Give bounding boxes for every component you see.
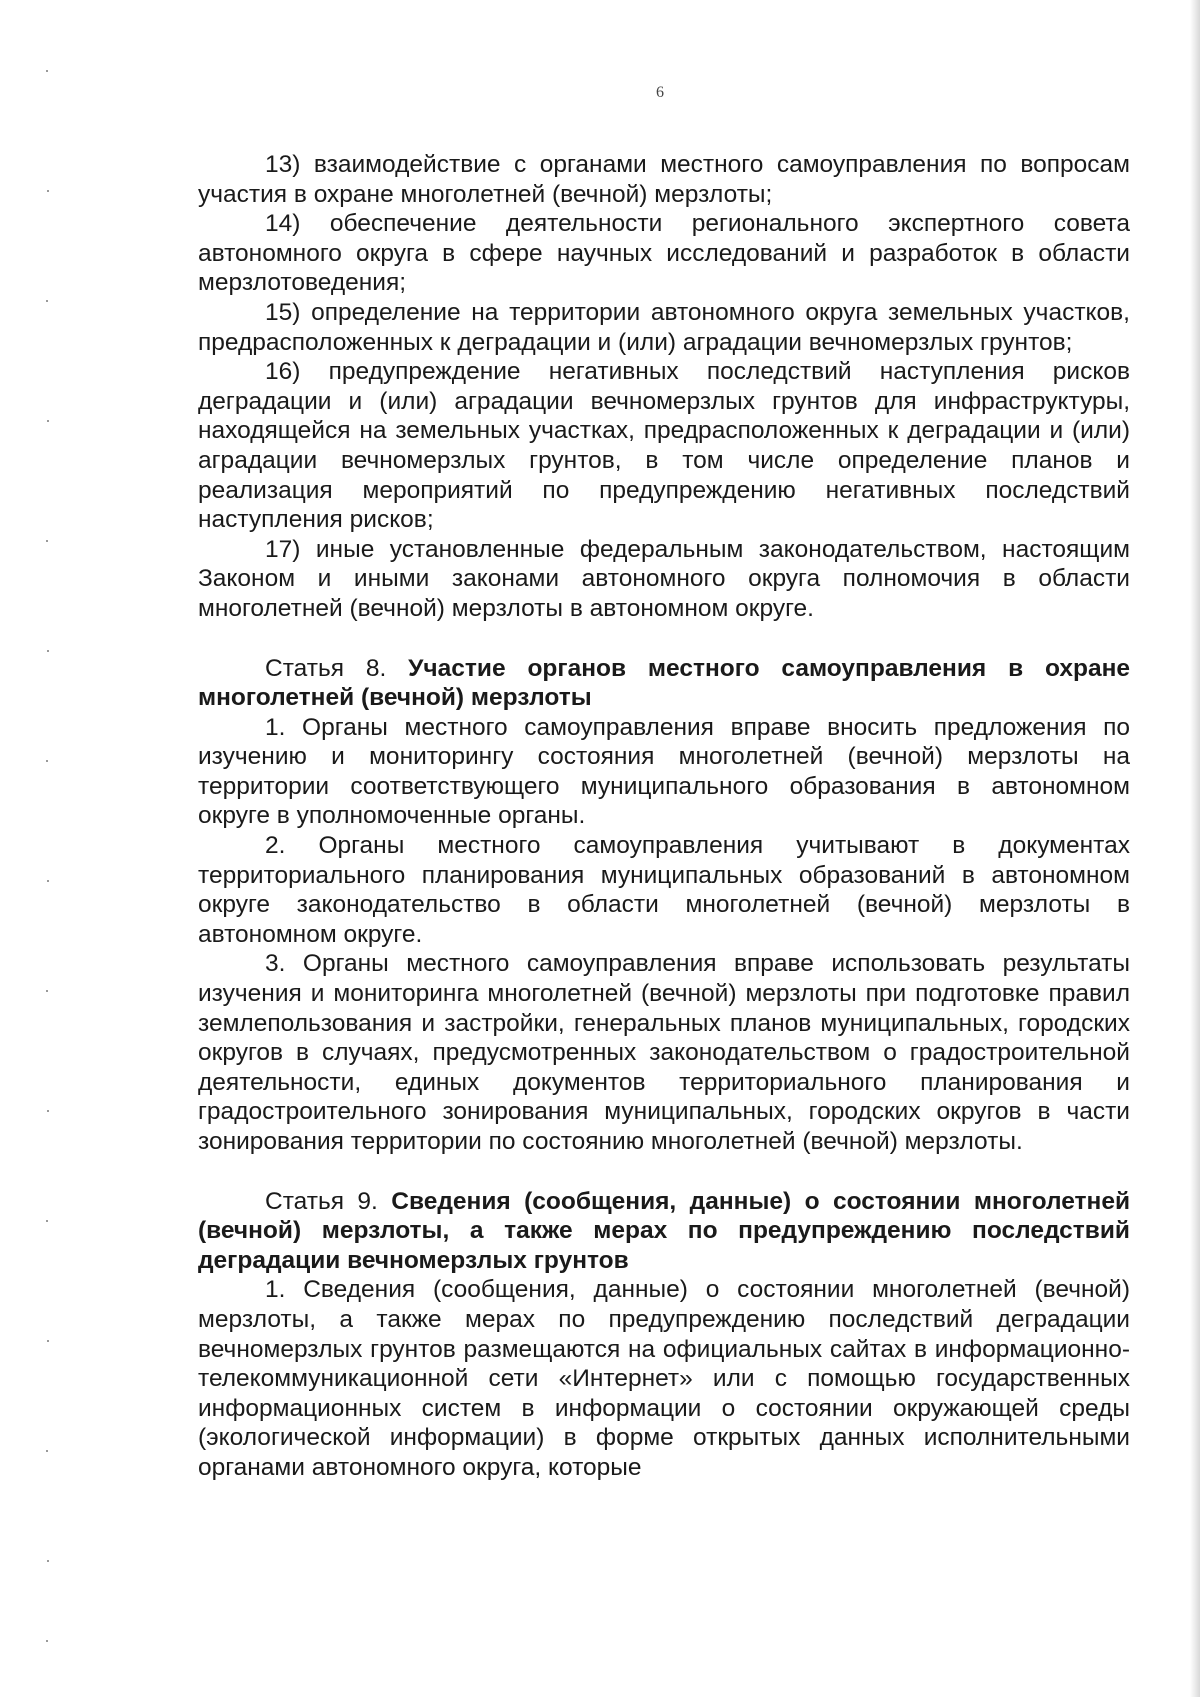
scan-speck bbox=[47, 190, 49, 192]
page-edge-shadow bbox=[1190, 0, 1200, 1697]
list-item: 13) взаимодействие с органами местного самоуправления по вопросам участия в охране многолетней (вечной) мерзлоты; bbox=[198, 151, 1130, 208]
scan-speck bbox=[46, 1220, 48, 1222]
scan-speck bbox=[46, 300, 48, 302]
article-8-paragraph: 1. Органы местного самоуправления вправе вносить предложения по изучению и мониторингу состояния многолетней (вечной) мерзлоты на территории соответствующего муниципального образования в автономном округе в уполномоченные органы. bbox=[198, 713, 1130, 830]
section-gap bbox=[198, 1157, 1130, 1187]
page-number: 6 bbox=[656, 84, 664, 101]
article-8-paragraph: 2. Органы местного самоуправления учитывают в документах территориального планирования муниципальных образований в автономном округе законодательство в области многолетней (вечной) мерзлоты в автономном округе. bbox=[198, 832, 1130, 948]
article-8-title: Участие органов местного самоуправления в охране многолетней (вечной) мерзлоты bbox=[198, 654, 1131, 712]
scan-speck bbox=[47, 880, 49, 882]
scan-speck bbox=[46, 760, 48, 762]
article-9-heading bbox=[198, 1187, 1130, 1276]
scan-speck bbox=[47, 420, 49, 422]
section-gap bbox=[198, 624, 1130, 654]
list-item: 15) определение на территории автономного округа земельных участков, предрасположенных к деградации и (или) аградации вечномерзлых грунтов; bbox=[198, 298, 1130, 356]
scan-speck bbox=[47, 1560, 49, 1562]
scan-speck bbox=[47, 1340, 49, 1342]
list-item: 16) предупреждение негативных последствий наступления рисков деградации и (или) аградации вечномерзлых грунтов для инфраструктуры, находящейся на земельных участках, предрасположенных к деградации и (или) аградации вечномерзлых грунтов, в том числе определение планов и реализация мероприятий по предупреждению негативных последствий наступления рисков; bbox=[198, 358, 1130, 534]
article-9-prefix: Статья 9. bbox=[265, 1187, 378, 1215]
article-9-title: Сведения (сообщения, данные) о состоянии многолетней (вечной) мерзлоты, а также мерах по предупреждению последствий деградации вечномерзлых грунтов bbox=[198, 1187, 1131, 1274]
list-item: 14) обеспечение деятельности регионального экспертного совета автономного округа в сфере научных исследований и разработок в области мерзлотоведения; bbox=[198, 210, 1130, 297]
scan-margin-dots bbox=[46, 0, 52, 1697]
scan-speck bbox=[46, 990, 48, 992]
article-8-heading bbox=[198, 654, 1130, 713]
article-9-paragraph: 1. Сведения (сообщения, данные) о состоянии многолетней (вечной) мерзлоты, а также мерах по предупреждению последствий деградации вечномерзлых грунтов размещаются на официальных сайтах в информационно-телекоммуникационной сети «Интернет» или с помощью государственных информационных систем в информации о состоянии окружающей среды (экологической информации) в форме открытых данных исполнительными органами автономного округа, которые bbox=[198, 1276, 1130, 1481]
scan-speck bbox=[47, 650, 49, 652]
scan-speck bbox=[46, 540, 48, 542]
scan-speck bbox=[47, 1110, 49, 1112]
article-8-paragraph: 3. Органы местного самоуправления вправе использовать результаты изучения и мониторинга многолетней (вечной) мерзлоты при подготовке правил землепользования и застройки, генеральных планов муниципальных, городских округов в случаях, предусмотренных законодательством о градостроительной деятельности, единых документов территориального планирования и градостроительного зонирования муниципальных, городских округов в части зонирования территории по состоянию многолетней (вечной) мерзлоты. bbox=[198, 950, 1130, 1155]
list-item: 17) иные установленные федеральным законодательством, настоящим Законом и иными законами автономного округа полномочия в области многолетней (вечной) мерзлоты в автономном округе. bbox=[198, 535, 1130, 622]
scan-speck bbox=[46, 1450, 48, 1452]
document-body bbox=[198, 150, 1130, 1483]
scan-speck bbox=[46, 1640, 48, 1642]
scan-speck bbox=[46, 70, 48, 72]
article-8-prefix: Статья 8. bbox=[265, 654, 387, 682]
